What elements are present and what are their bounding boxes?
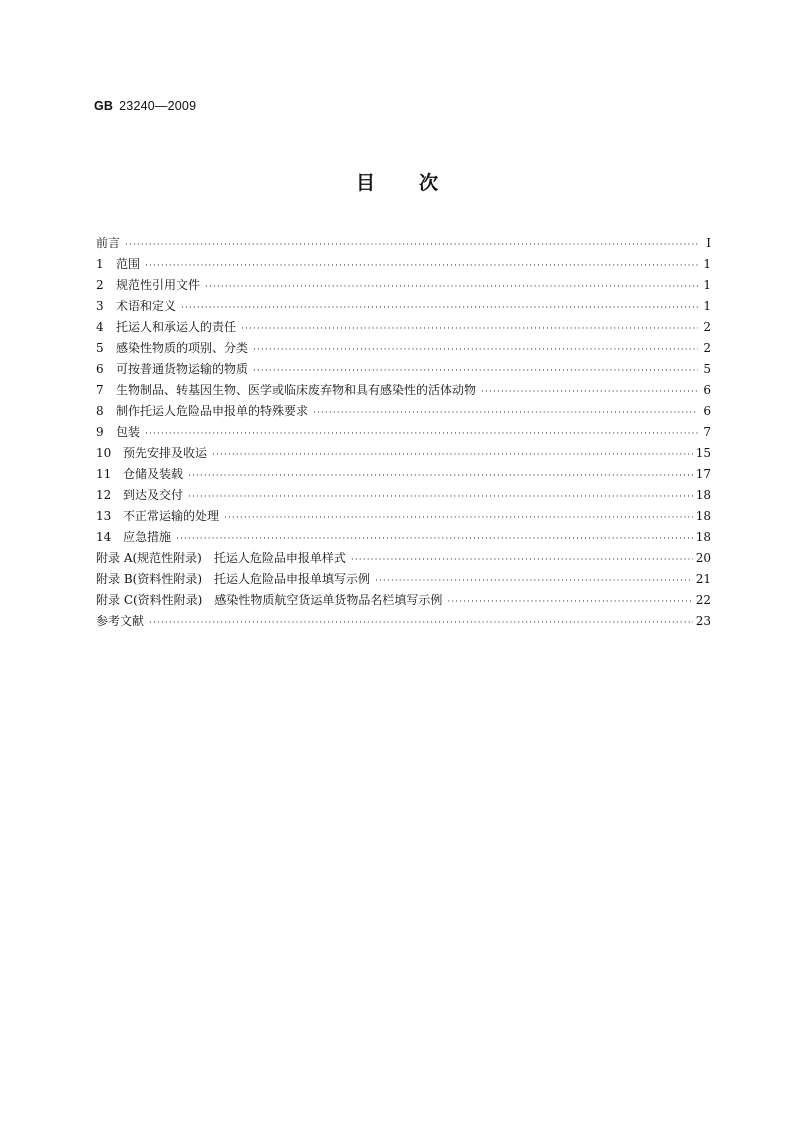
toc-entry-page: Ⅰ: [706, 236, 711, 250]
toc-entry-page: 18: [695, 488, 711, 502]
dot-leader: [149, 613, 693, 634]
toc-entry-number: 14: [96, 530, 112, 544]
toc-entry-label: 范围: [116, 257, 141, 271]
toc-entry-page: 1: [703, 278, 711, 292]
toc-entry[interactable]: [96, 380, 711, 401]
toc-entry-number: 3: [96, 299, 104, 313]
toc-entry-number: 12: [96, 488, 112, 502]
toc-entry[interactable]: [96, 296, 711, 317]
toc-entry-number: 1: [96, 257, 104, 271]
toc-entry-label: 包装: [116, 425, 141, 439]
toc-entry-number: 10: [96, 446, 112, 460]
toc-entry-label: 不正常运输的处理: [123, 509, 220, 523]
dot-leader: [224, 508, 693, 529]
toc-entry-page: 5: [703, 362, 711, 376]
dot-leader: [351, 550, 693, 571]
toc-entry-number: 13: [96, 509, 112, 523]
dot-leader: [205, 277, 698, 298]
toc-entry-label: 附录 A(规范性附录) 托运人危险品申报单样式: [96, 551, 346, 565]
toc-entry-number: 4: [96, 320, 104, 334]
toc-entry-page: 23: [695, 614, 711, 628]
toc-entry[interactable]: [96, 359, 711, 380]
toc-entry-number: 8: [96, 404, 104, 418]
standard-prefix: GB: [94, 99, 114, 113]
toc-entry-page: 21: [695, 572, 711, 586]
toc-entry-label: 规范性引用文件: [116, 278, 201, 292]
toc-entry-label: 预先安排及收运: [123, 446, 208, 460]
toc-entry[interactable]: [96, 527, 711, 548]
toc-entry-page: 6: [703, 383, 711, 397]
dot-leader: [125, 235, 698, 256]
toc-entry[interactable]: [96, 506, 711, 527]
toc-entry[interactable]: [96, 464, 711, 485]
dot-leader: [253, 340, 698, 361]
toc-entry-label: 可按普通货物运输的物质: [116, 362, 249, 376]
toc-entry-label: 术语和定义: [116, 299, 177, 313]
toc-entry-label: 附录 C(资料性附录) 感染性物质航空货运单货物品名栏填写示例: [96, 593, 443, 607]
toc-entry-number: 5: [96, 341, 104, 355]
toc-entry-label: 到达及交付: [123, 488, 184, 502]
toc-entry-page: 2: [703, 341, 711, 355]
toc-entry-page: 18: [695, 530, 711, 544]
toc-entry-label: 应急措施: [123, 530, 172, 544]
toc-entry-number: 11: [96, 467, 112, 481]
dot-leader: [447, 592, 692, 613]
toc-entry[interactable]: [96, 254, 711, 275]
toc-entry-label: 生物制品、转基因生物、医学或临床废弃物和具有感染性的活体动物: [116, 383, 477, 397]
dot-leader: [241, 319, 698, 340]
toc-entry-page: 6: [703, 404, 711, 418]
dot-leader: [145, 424, 698, 445]
toc-entry-label: 感染性物质的项别、分类: [116, 341, 249, 355]
dot-leader: [188, 466, 693, 487]
page-title: 目次: [355, 172, 482, 194]
dot-leader: [313, 403, 698, 424]
toc-entry[interactable]: [96, 443, 711, 464]
toc-entry-label: 附录 B(资料性附录) 托运人危险品申报单填写示例: [96, 572, 370, 586]
dot-leader: [181, 298, 698, 319]
dot-leader: [145, 256, 698, 277]
toc-entry-label: 托运人和承运人的责任: [116, 320, 237, 334]
toc-entry[interactable]: [96, 548, 711, 569]
toc-entry[interactable]: [96, 422, 711, 443]
toc-entry[interactable]: [96, 233, 711, 254]
toc-entry[interactable]: [96, 569, 711, 590]
toc-entry-label: 前言: [96, 236, 121, 250]
toc-entry-page: 7: [703, 425, 711, 439]
toc-entry[interactable]: [96, 590, 711, 611]
toc-entry-number: 6: [96, 362, 104, 376]
toc-entry[interactable]: [96, 317, 711, 338]
standard-number: 23240—2009: [119, 99, 197, 113]
toc-entry-label: 参考文献: [96, 614, 145, 628]
dot-leader: [253, 361, 698, 382]
toc-entry-label: 仓储及装载: [123, 467, 184, 481]
toc-entry-page: 15: [695, 446, 711, 460]
toc-entry-page: 1: [703, 257, 711, 271]
toc-entry-number: 7: [96, 383, 104, 397]
toc-entry-label: 制作托运人危险品申报单的特殊要求: [116, 404, 309, 418]
standard-header: [94, 99, 196, 113]
dot-leader: [188, 487, 693, 508]
toc-entry-page: 22: [695, 593, 711, 607]
dot-leader: [375, 571, 693, 592]
dot-leader: [212, 445, 693, 466]
toc-entry-page: 20: [695, 551, 711, 565]
toc-entry-number: 9: [96, 425, 104, 439]
table-of-contents: [96, 233, 711, 632]
toc-entry[interactable]: [96, 485, 711, 506]
toc-entry-number: 2: [96, 278, 104, 292]
toc-entry-page: 2: [703, 320, 711, 334]
toc-entry[interactable]: [96, 275, 711, 296]
dot-leader: [481, 382, 698, 403]
toc-entry[interactable]: [96, 338, 711, 359]
toc-entry[interactable]: [96, 611, 711, 632]
toc-entry[interactable]: [96, 401, 711, 422]
toc-entry-page: 18: [695, 509, 711, 523]
toc-entry-page: 1: [703, 299, 711, 313]
toc-entry-page: 17: [695, 467, 711, 481]
dot-leader: [176, 529, 693, 550]
